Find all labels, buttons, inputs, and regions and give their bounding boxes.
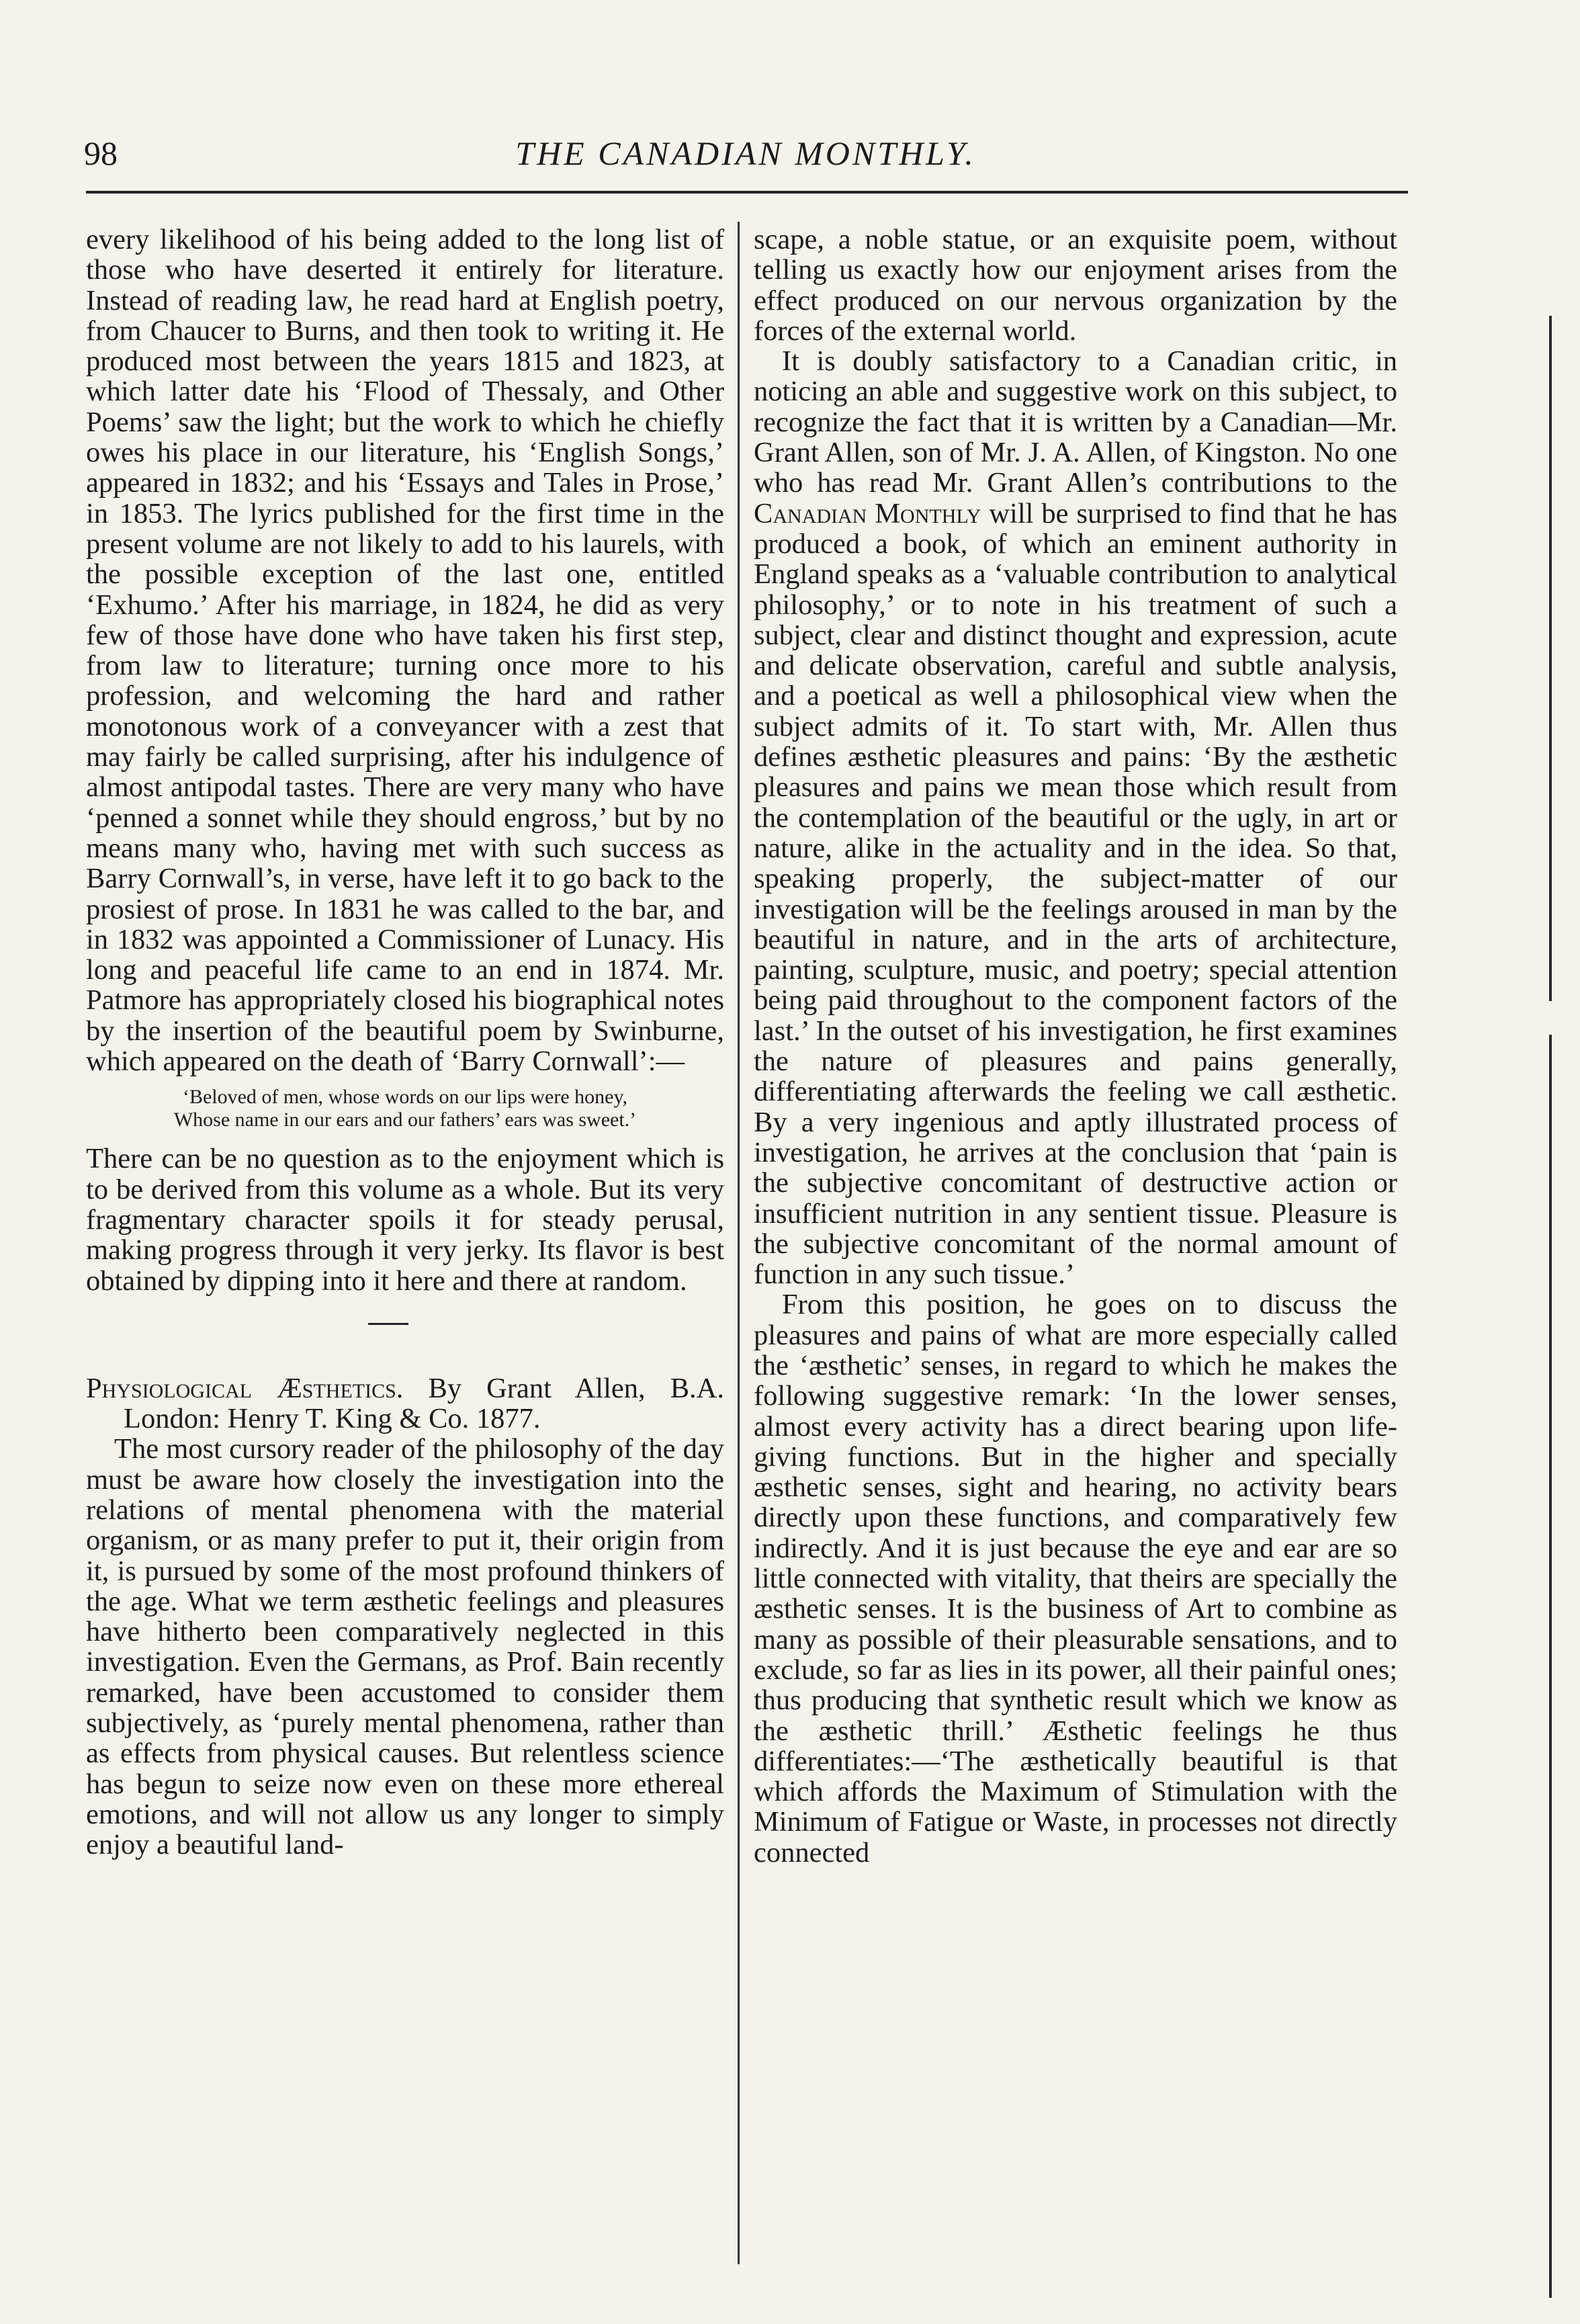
review-heading (86, 1373, 724, 1434)
quote-line: ‘Beloved of men, whose words on our lips were honey, (182, 1086, 628, 1109)
poem-quote (86, 1086, 724, 1131)
header-rule (86, 191, 1408, 193)
right-column (754, 224, 1397, 1868)
body-paragraph (754, 346, 1397, 1289)
body-paragraph: The most cursory reader of the philosophy of the day must be aware how closely the investigation into the relations of mental phenomena with the material organism, or as many prefer to put it, their origin from it, is pursued by some of the most profound thinkers of the age. What we term æsthetic feelings and pleasures have hitherto been comparatively neglected in this investigation. Even the Germans, as Prof. Bain recently remarked, have been accustomed to consider them subjectively, as ‘purely mental phenomena, rather than as effects from physical causes. But relentless science has begun to seize now even on these more ethereal emotions, and will not allow us any longer to simply enjoy a beautiful land- (86, 1433, 724, 1861)
column-divider (738, 222, 740, 2264)
body-paragraph: From this position, he goes on to discuss the pleasures and pains of what are more especially called the ‘æsthetic’ senses, in regard to which he makes the following suggestive remark: ‘In the lower senses, almost every activity has a direct bearing upon life-giving functions. But in the higher and specially æsthetic senses, sight and hearing, no activity bears directly upon these functions, and comparatively few indirectly. And it is just because the eye and ear are so little connected with vitality, that theirs are specially the æsthetic senses. It is the business of Art to combine as many as possible of their pleasurable sensations, and to exclude, so far as lies in its power, all their painful ones; thus producing that synthetic result which we know as the æsthetic thrill.’ Æsthetic feelings he thus differentiates:—‘The æsthetically beautiful is that which affords the Maximum of Stimulation with the Minimum of Fatigue or Waste, in processes not directly connected (754, 1289, 1397, 1868)
margin-scan-edge (1549, 316, 1552, 1001)
review-byline: By Grant Allen, B.A. London: Henry T. King & Co. 1877. (124, 1372, 724, 1435)
page-number: 98 (84, 134, 118, 172)
quote-line: Whose name in our ears and our fathers’ ears was sweet.’ (173, 1109, 637, 1131)
left-column (86, 224, 724, 1860)
body-paragraph: scape, a noble statue, or an exquisite poem, without telling us exactly how our enjoyment arises from the effect produced on our nervous organization by the forces of the external world. (754, 224, 1397, 347)
body-paragraph: There can be no question as to the enjoyment which is to be derived from this volume as a whole. But its very fragmentary character spoils it for steady perusal, making progress through it very jerky. Its flavor is best obtained by dipping into it here and there at random. (86, 1143, 724, 1297)
magazine-name: Canadian Monthly (754, 497, 981, 529)
text-run: will be surprised to find that he has produced a book, of which an eminent authority in England speaks as a ‘valuable contribution to analytical philosophy,’ or to note in his treatment of such a subject, clear and distinct thought and expression, acute and delicate observation, careful and subtle analysis, and a poetical as well a philosophical view when the subject admits of it. To start with, Mr. Allen thus defines æsthetic pleasures and pains: ‘By the æsthetic pleasures and pains we mean those which result from the contemplation of the beautiful or the ugly, in art or nature, alike in the actuality and in the idea. So that, speaking properly, the subject-matter of our investigation will be the feelings aroused in man by the beautiful in nature, and in the arts of architecture, painting, sculpture, music, and poetry; special attention being paid throughout to the component factors of the last.’ In the outset of his investigation, he first examines the nature of pleasures and pains generally, differentiating afterwards the feeling we call æsthetic. By a very ingenious and aptly illustrated process of investigation, he arrives at the conclusion that ‘pain is the subjective concomitant of destructive action or insufficient nutrition in any sentient tissue. Pleasure is the subjective concomitant of the normal amount of function in any such tissue.’ (754, 497, 1397, 1291)
running-head (84, 133, 1407, 173)
body-paragraph: every likelihood of his being added to the long list of those who have deserted it entirely for literature. Instead of reading law, he read hard at English poetry, from Chaucer to Burns, and then took to writing it. He produced most between the years 1815 and 1823, at which latter date his ‘Flood of Thessaly, and Other Poems’ saw the light; but the work to which he chiefly owes his place in our literature, his ‘English Songs,’ appeared in 1832; and his ‘Essays and Tales in Prose,’ in 1853. The lyrics published for the first time in the present volume are not likely to add to his laurels, with the possible exception of the last one, entitled ‘Exhumo.’ After his marriage, in 1824, he did as very few of those have done who have taken his first step, from law to literature; turning once more to his profession, and welcoming the hard and rather monotonous work of a conveyancer with a zest that may fairly be called surprising, after his indulgence of almost antipodal tastes. There are very many who have ‘penned a sonnet while they should engross,’ but by no means many who, having met with such success as Barry Cornwall’s, in verse, have left it to go back to the prosiest of prose. In 1831 he was called to the bar, and in 1832 was appointed a Commissioner of Lunacy. His long and peaceful life came to an end in 1874. Mr. Patmore has appropriately closed his biographical notes by the insertion of the beautiful poem by Swinburne, which appeared on the death of ‘Barry Cornwall’:— (86, 224, 724, 1078)
margin-scan-edge (1549, 1035, 1552, 2298)
running-title: THE CANADIAN MONTHLY. (515, 134, 976, 172)
section-divider (368, 1323, 408, 1325)
text-run: It is doubly satisfactory to a Canadian critic, in noticing an able and suggestive work on this subject, to recognize the fact that it is written by a Canadian—Mr. Grant Allen, son of Mr. J. A. Allen, of Kingston. No one who has read Mr. Grant Allen’s contributions to the (754, 345, 1397, 499)
review-title: Physiological Æsthetics. (86, 1372, 404, 1404)
